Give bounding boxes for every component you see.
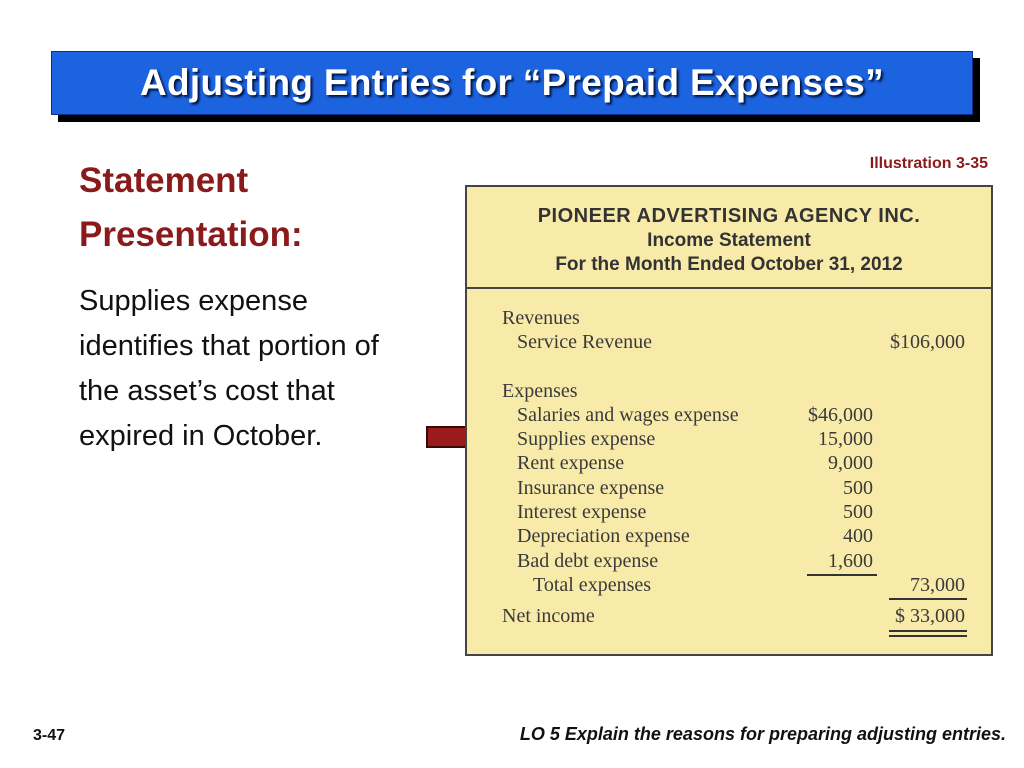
company-name: PIONEER ADVERTISING AGENCY INC. [537, 205, 921, 227]
total-rule [889, 598, 967, 600]
subtotal-rule [807, 574, 877, 576]
expense-label: Depreciation expense [517, 525, 690, 547]
statement-header [467, 187, 991, 289]
expense-amount: $46,000 [808, 404, 873, 426]
expense-label: Rent expense [517, 452, 625, 474]
body-text [79, 279, 429, 459]
body-line: Supplies expense [79, 285, 308, 317]
page-number: 3-47 [33, 727, 66, 744]
net-income-label: Net income [502, 605, 595, 627]
expense-label: Interest expense [517, 501, 647, 523]
heading-line-2: Presentation: [79, 215, 303, 254]
net-income-amount: $ 33,000 [895, 605, 965, 627]
revenues-label: Revenues [502, 307, 580, 329]
statement-name: Income Statement [647, 230, 811, 251]
total-expenses-label: Total expenses [533, 574, 652, 596]
expense-amount: 500 [843, 477, 873, 499]
income-statement [465, 185, 993, 656]
title-banner [51, 51, 973, 115]
double-rule-top [889, 630, 967, 632]
expense-amount: 500 [843, 501, 873, 523]
expense-amount: 400 [843, 525, 873, 547]
expense-label: Insurance expense [517, 477, 665, 499]
expenses-label: Expenses [502, 380, 578, 402]
expense-label: Bad debt expense [517, 550, 659, 572]
statement-period: For the Month Ended October 31, 2012 [555, 254, 903, 275]
double-rule-bottom [889, 635, 967, 637]
total-expenses-amount: 73,000 [910, 574, 965, 596]
section-heading [79, 154, 303, 262]
learning-objective: LO 5 Explain the reasons for preparing adjusting entries. [519, 724, 1006, 744]
expense-amount: 1,600 [828, 550, 873, 572]
illustration-label: Illustration 3-35 [869, 155, 988, 172]
body-line: the asset’s cost that [79, 375, 335, 407]
body-line: identifies that portion of [79, 330, 379, 362]
slide-title: Adjusting Entries for “Prepaid Expenses” [140, 62, 884, 103]
service-revenue-label: Service Revenue [517, 331, 652, 353]
expense-label: Salaries and wages expense [517, 404, 739, 426]
expense-amount: 15,000 [818, 428, 873, 450]
body-line: expired in October. [79, 420, 323, 452]
heading-line-1: Statement [79, 161, 249, 200]
expense-amount: 9,000 [828, 452, 873, 474]
expense-label: Supplies expense [517, 428, 656, 450]
service-revenue-amount: $106,000 [890, 331, 965, 353]
